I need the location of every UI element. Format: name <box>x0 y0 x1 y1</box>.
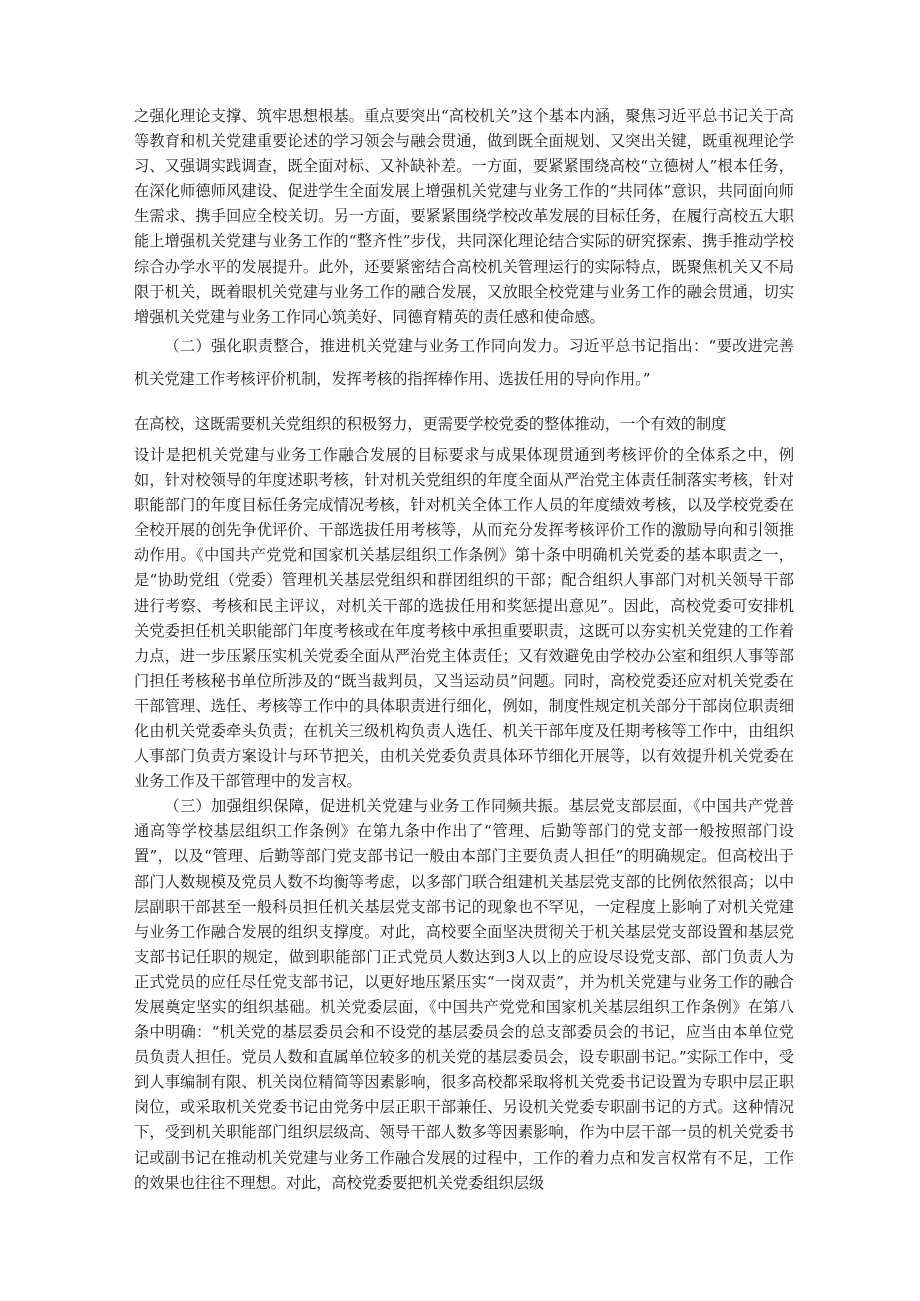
paragraph-5: （三）加强组织保障，促进机关党建与业务工作同频共振。基层党支部层面，《中国共产党普通高等学校基层组织工作条例》在第九条中作出了“管理、后勤等部门的党支部一般按照部门设置”，以及“管理、后勤等部门党支部书记一般由本部门主要负责人担任”的明确规定。但高校出于部门人数规模及党员人数不均衡等考虑，以多部门联合组建机关基层党支部的比例依然很高；以中层副职干部甚至一般科员担任机关基层党支部书记的现象也不罕见，一定程度上影响了对机关党建与业务工作融合发展的组织支撑度。对此，高校要全面坚决贯彻关于机关基层党支部设置和基层党支部书记任职的规定，做到职能部门正式党员人数达到3人以上的应设尽设党支部、部门负责人为正式党员的应任尽任党支部书记，以更好地压紧压实“一岗双责”，并为机关党建与业务工作的融合发展奠定坚实的组织基础。机关党委层面，《中国共产党党和国家机关基层组织工作条例》在第八条中明确：“机关党的基层委员会和不设党的基层委员会的总支部委员会的书记，应当由本单位党员负责人担任。党员人数和直属单位较多的机关党的基层委员会，设专职副书记。”实际工作中，受到人事编制有限、机关岗位精简等因素影响，很多高校都采取将机关党委书记设置为专职中层正职岗位，或采取机关党委书记由党务中层正职干部兼任、另设机关党委专职副书记的方式。这种情况下，受到机关职能部门组织层级高、领导干部人数多等因素影响，作为中层干部一员的机关党委书记或副书记在推动机关党建与业务工作融合发展的过程中，工作的着力点和发言权常有不足，工作的效果也往往不理想。对此，高校党委要把机关党委组织层级 <box>134 797 794 1192</box>
paragraph-2: （二）强化职责整合，推进机关党建与业务工作同向发力。习近平总书记指出：“要改进完善机关党建工作考核评价机制，发挥考核的指挥棒作用、选拔任用的导向作用。” <box>134 336 794 388</box>
document-page <box>134 104 794 1196</box>
paragraph-3: 在高校，这既需要机关党组织的积极努力，更需要学校党委的整体推动，一个有效的制度 <box>134 414 727 433</box>
paragraph-4: 设计是把机关党建与业务工作融合发展的目标要求与成果体现贯通到考核评价的全体系之中，例如，针对校领导的年度述职考核，针对机关党组织的年度全面从严治党主体责任制落实考核，针对职能部门的年度目标任务完成情况考核，针对机关全体工作人员的年度绩效考核，以及学校党委在全校开展的创先争优评价、干部选拔任用考核等，从而充分发挥考核评价工作的激励导向和引领推动作用。《中国共产党党和国家机关基层组织工作条例》第十条中明确机关党委的基本职责之一，是“协助党组（党委）管理机关基层党组织和群团组织的干部；配合组织人事部门对机关领导干部进行考察、考核和民主评议，对机关干部的选拔任用和奖惩提出意见”。因此，高校党委可安排机关党委担任机关职能部门年度考核或在年度考核中承担重要职责，这既可以夯实机关党建的工作着力点，进一步压紧压实机关党委全面从严治党主体责任；又有效避免由学校办公室和组织人事等部门担任考核秘书单位所涉及的“既当裁判员，又当运动员”问题。同时，高校党委还应对机关党委在干部管理、选任、考核等工作中的具体职责进行细化，例如，制度性规定机关部分干部岗位职责细化由机关党委牵头负责；在机关三级机构负责人选任、机关干部年度及任期考核等工作中，由组织人事部门负责方案设计与环节把关，由机关党委负责具体环节细化开展等，以有效提升机关党委在业务工作及干部管理中的发言权。 <box>134 445 794 791</box>
paragraph-1: 之强化理论支撑、筑牢思想根基。重点要突出“高校机关”这个基本内涵，聚焦习近平总书记关于高等教育和机关党建重要论述的学习领会与融会贯通，做到既全面规划、又突出关键，既重视理论学习、又强调实践调查，既全面对标、又补缺补差。一方面，要紧紧围绕高校“立德树人”根本任务，在深化师德师风建设、促进学生全面发展上增强机关党建与业务工作的“共同体”意识，共同面向师生需求、携手回应全校关切。另一方面，要紧紧围绕学校改革发展的目标任务，在履行高校五大职能上增强机关党建与业务工作的“整齐性”步伐，共同深化理论结合实际的研究探索、携手推动学校综合办学水平的发展提升。此外，还要紧密结合高校机关管理运行的实际特点，既聚焦机关又不局限于机关，既着眼机关党建与业务工作的融合发展，又放眼全校党建与业务工作的融会贯通，切实增强机关党建与业务工作同心筑美好、同德育精英的责任感和使命感。 <box>134 107 794 326</box>
